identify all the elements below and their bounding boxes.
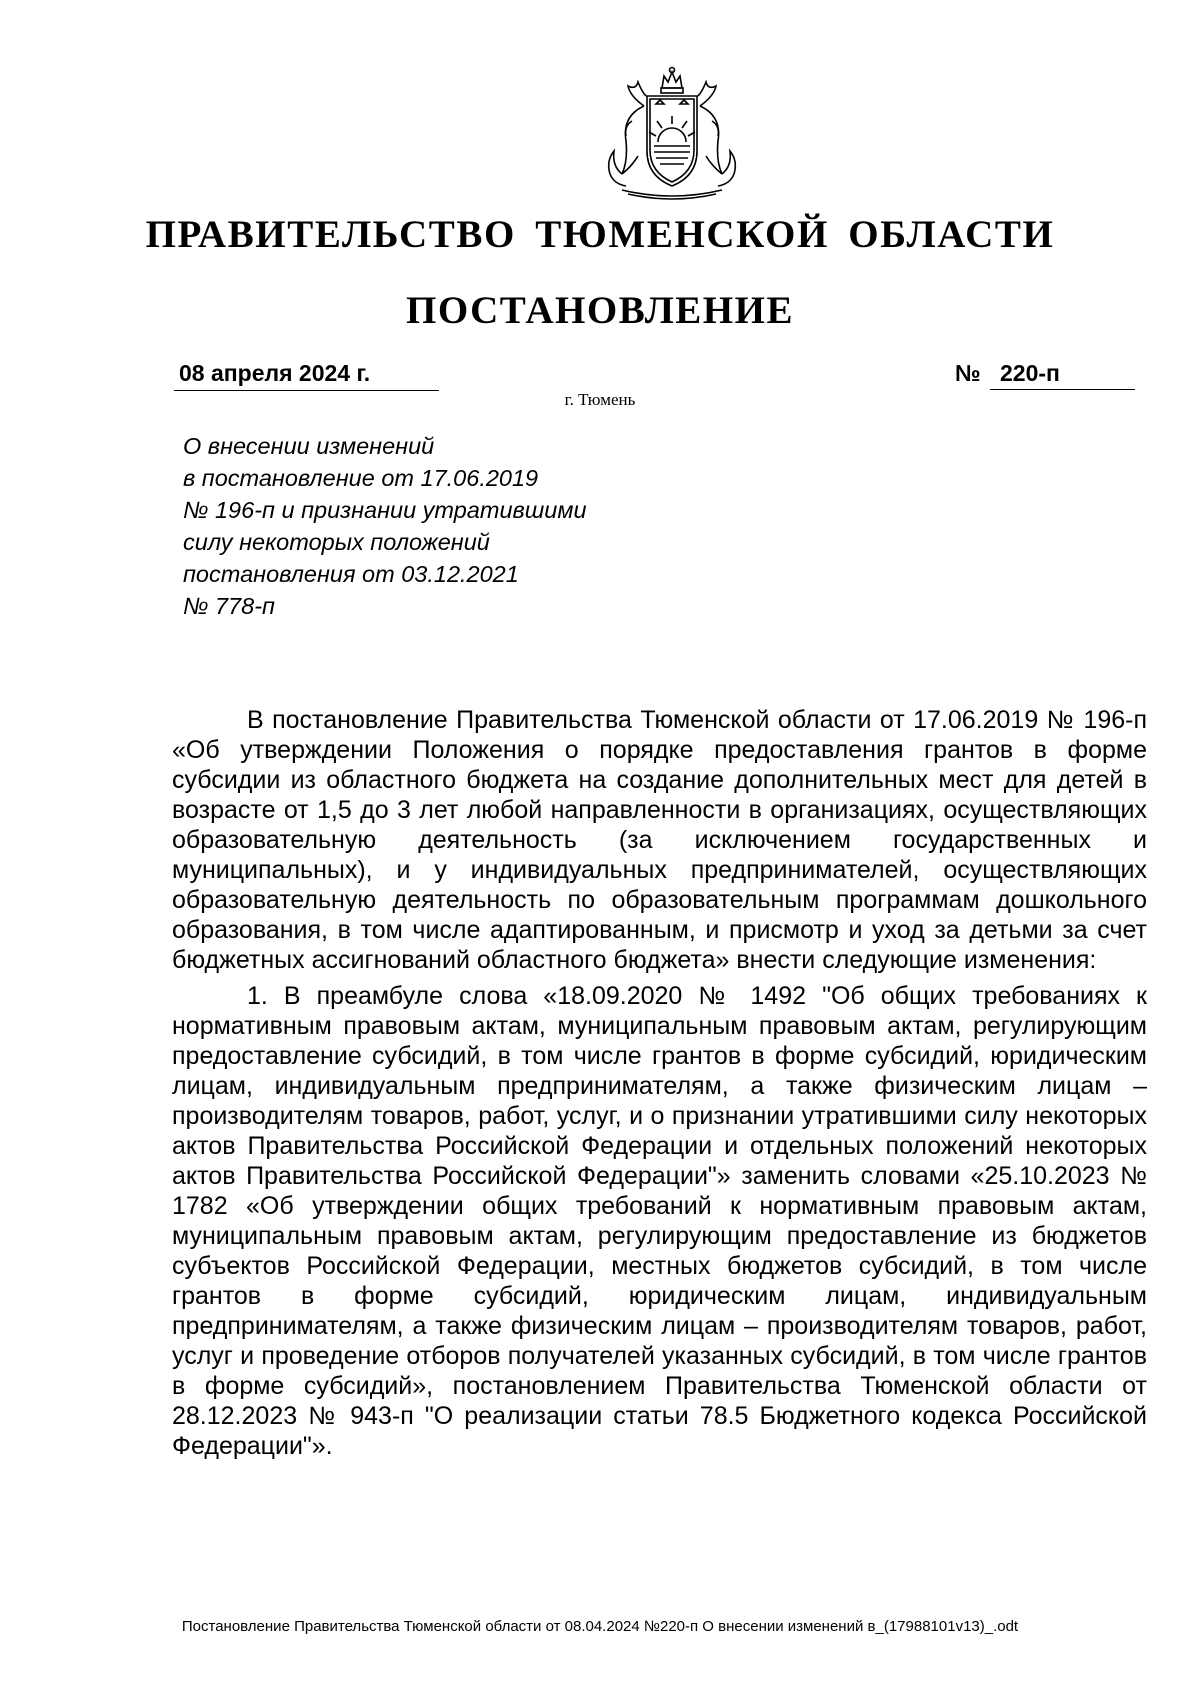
document-number: 220-п (990, 358, 1135, 390)
document-city: г. Тюмень (564, 390, 636, 409)
body-paragraph: 1. В преамбуле слова «18.09.2020 № 1492 "Об общих требованиях к нормативным правовым актам, муниципальным правовым актам, регулирующим предоставление субсидий, в том числе грантов в форме субсидий, юридическим лицам, индивидуальным предпринимателям, а также физическим лицам – производителям товаров, работ, услуг, и о признании утратившими силу некоторых актов Правительства Российской Федерации и отдельных положений некоторых актов Правительства Российской Федерации"» заменить словами «25.10.2023 № 1782 «Об утверждении общих требований к нормативным правовым актам, муниципальным правовым актам, регулирующим предоставление из бюджетов субъектов Российской Федерации, местных бюджетов субсидий, в том числе грантов в форме субсидий, юридическим лицам, индивидуальным предпринимателям, а также физическим лицам – производителям товаров, работ, услуг и проведение отборов получателей указанных субсидий, в том числе грантов в форме субсидий», постановлением Правительства Тюменской области от 28.12.2023 № 943-п "О реализации статьи 78.5 Бюджетного кодекса Российской Федерации"». (172, 982, 1147, 1460)
document-type-title: ПОСТАНОВЛЕНИЕ (405, 289, 794, 332)
subject-line: силу некоторых положений (183, 529, 490, 555)
subject-line: № 778-п (183, 593, 275, 619)
body-paragraph: В постановление Правительства Тюменской области от 17.06.2019 № 196-п «Об утверждении Положения о порядке предоставления грантов в форме субсидии из областного бюджета на создание дополнительных мест для детей в возрасте от 1,5 до 3 лет любой направленности в организациях, осуществляющих образовательную деятельность (за исключением государственных и муниципальных), и у индивидуальных предпринимателей, осуществляющих образовательную деятельность по образовательным программам дошкольного образования, в том числе адаптированным, и присмотр и уход за детьми за счет бюджетных ассигнований областного бюджета» внести следующие изменения: (172, 706, 1147, 974)
document-footer: Постановление Правительства Тюменской области от 08.04.2024 №220-п О внесении изменений в_(17988101v13)_.odt (181, 1618, 1019, 1635)
organization-title: ПРАВИТЕЛЬСТВО ТЮМЕНСКОЙ ОБЛАСТИ (145, 213, 1055, 256)
subject-line: постановления от 03.12.2021 (183, 561, 519, 587)
document-date: 08 апреля 2024 г. (174, 358, 439, 391)
document-body (172, 705, 1147, 1467)
document-subject (183, 430, 703, 622)
subject-line: № 196-п и признании утратившими (183, 497, 587, 523)
subject-line: О внесении изменений (183, 433, 435, 459)
coat-of-arms-emblem (592, 66, 752, 204)
subject-line: в постановление от 17.06.2019 (183, 465, 539, 491)
document-number-label: № (955, 360, 981, 386)
